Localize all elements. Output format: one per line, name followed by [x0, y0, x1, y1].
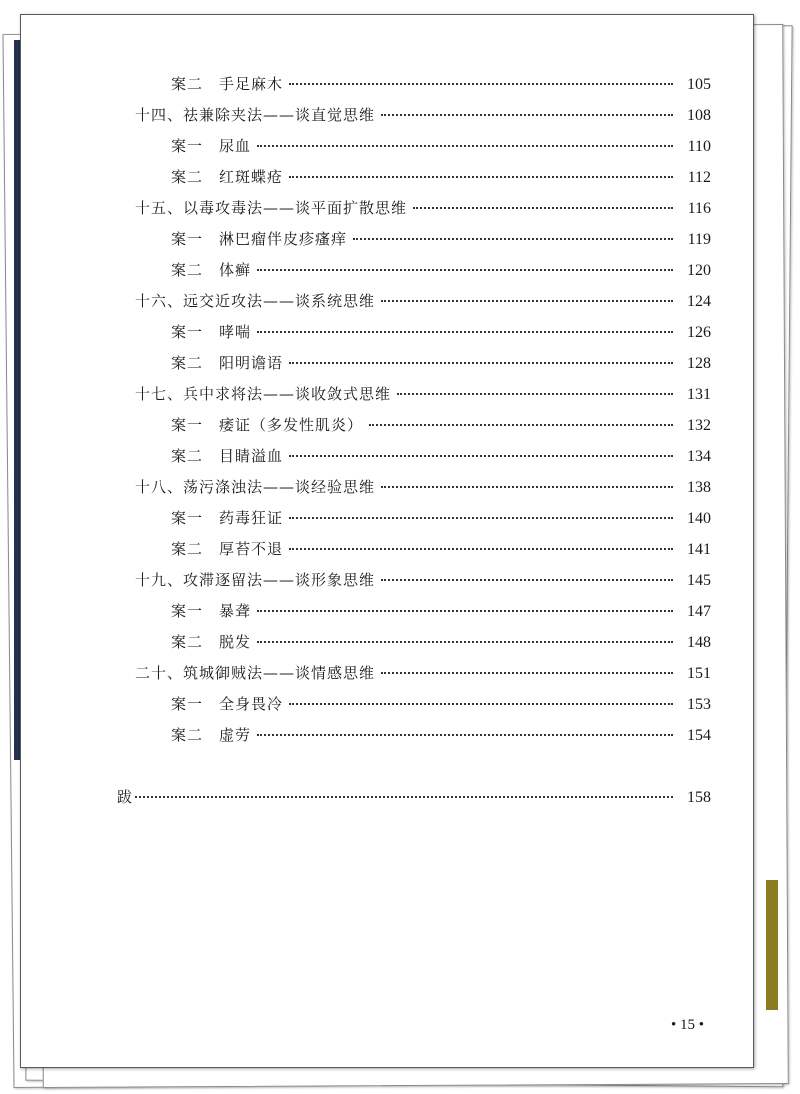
toc-leader-dots: [135, 796, 673, 798]
toc-entry-title: 案二 目睛溢血: [171, 447, 284, 465]
page-number: • 15 •: [671, 1017, 705, 1033]
toc-entry-title: 二十、筑城御贼法——谈情感思维: [135, 664, 376, 682]
toc-entry-title: 案二 阳明谵语: [171, 354, 284, 372]
toc-entry-title: 案二 红斑蝶疮: [171, 168, 284, 186]
toc-entry-page: 151: [687, 665, 711, 682]
toc-entry[interactable]: [171, 352, 711, 376]
toc-entry-title: 案一 全身畏冷: [171, 695, 284, 713]
toc-entry[interactable]: [171, 414, 711, 438]
toc-entry[interactable]: [135, 197, 711, 221]
toc-entry[interactable]: [135, 104, 711, 128]
toc-entry-page: 112: [687, 169, 711, 186]
toc-entry[interactable]: [171, 600, 711, 624]
toc-entry[interactable]: [135, 476, 711, 500]
toc-leader-dots: [289, 703, 673, 705]
toc-entry-page: 105: [687, 76, 711, 93]
toc-entry-page: 148: [687, 634, 711, 651]
toc-entry-page: 116: [687, 200, 711, 217]
toc-entry-page: 120: [687, 262, 711, 279]
toc-leader-dots: [257, 331, 673, 333]
toc-entry-page: 153: [687, 696, 711, 713]
toc-entry-title: 十四、祛兼除夹法——谈直觉思维: [135, 106, 376, 124]
toc-entry-title: 案二 手足麻木: [171, 75, 284, 93]
toc-entry-title: 十八、荡污涤浊法——谈经验思维: [135, 478, 376, 496]
toc-leader-dots: [381, 114, 673, 116]
toc-entry-title: 案二 虚劳: [171, 726, 252, 744]
toc-entry-page: 154: [687, 727, 711, 744]
toc-page: [20, 14, 754, 1068]
toc-entry-title: 案一 药毒狂证: [171, 509, 284, 527]
toc-entry-page: 126: [687, 324, 711, 341]
toc-entry[interactable]: [135, 569, 711, 593]
toc-entry-title: 案二 厚苔不退: [171, 540, 284, 558]
toc-leader-dots: [289, 548, 673, 550]
toc-entry-page: 145: [687, 572, 711, 589]
toc-entry[interactable]: [171, 507, 711, 531]
toc-entry-page: 128: [687, 355, 711, 372]
toc-entry-page: 134: [687, 448, 711, 465]
toc-leader-dots: [257, 610, 673, 612]
toc-leader-dots: [257, 269, 673, 271]
toc-entry[interactable]: [171, 724, 711, 748]
toc-leader-dots: [257, 145, 673, 147]
toc-entry-title: 案二 脱发: [171, 633, 252, 651]
toc-entry-page: 131: [687, 386, 711, 403]
toc-entry-page: 141: [687, 541, 711, 558]
toc-entry[interactable]: [171, 538, 711, 562]
toc-leader-dots: [257, 641, 673, 643]
toc-entry-title: 案二 体癣: [171, 261, 252, 279]
book-cover-edge-right: [766, 880, 778, 1010]
toc-entry-page: 158: [687, 789, 711, 806]
toc-entry-page: 108: [687, 107, 711, 124]
toc-entry[interactable]: [171, 445, 711, 469]
toc-leader-dots: [353, 238, 673, 240]
toc-leader-dots: [381, 486, 673, 488]
toc-entry-title: 跋: [117, 788, 134, 806]
toc-entry-title: 十九、攻滞逐留法——谈形象思维: [135, 571, 376, 589]
toc-entry-title: 十七、兵中求将法——谈收敛式思维: [135, 385, 392, 403]
toc-leader-dots: [397, 393, 673, 395]
toc-entry-title: 案一 痿证（多发性肌炎）: [171, 416, 364, 434]
toc-entry[interactable]: [135, 383, 711, 407]
toc-entry-title: 案一 淋巴瘤伴皮疹瘙痒: [171, 230, 348, 248]
toc-entry-title: 案一 哮喘: [171, 323, 252, 341]
toc-entry-page: 140: [687, 510, 711, 527]
toc-entry[interactable]: [171, 321, 711, 345]
toc-entry-title: 十五、以毒攻毒法——谈平面扩散思维: [135, 199, 408, 217]
toc-entry[interactable]: [171, 693, 711, 717]
toc-entry[interactable]: [171, 166, 711, 190]
toc-leader-dots: [289, 83, 673, 85]
toc-entry-page: 138: [687, 479, 711, 496]
toc-entry-page: 132: [687, 417, 711, 434]
toc-leader-dots: [289, 455, 673, 457]
toc-entry[interactable]: [135, 290, 711, 314]
toc-leader-dots: [257, 734, 673, 736]
toc-leader-dots: [289, 362, 673, 364]
toc-entry[interactable]: [135, 662, 711, 686]
toc-entry[interactable]: [171, 259, 711, 283]
toc-leader-dots: [381, 672, 673, 674]
toc-entry[interactable]: [171, 631, 711, 655]
toc-leader-dots: [381, 300, 673, 302]
toc-leader-dots: [289, 176, 673, 178]
toc-entry-page: 124: [687, 293, 711, 310]
toc-entry-postscript[interactable]: [117, 786, 711, 810]
toc-entry-page: 147: [687, 603, 711, 620]
toc-entry[interactable]: [171, 135, 711, 159]
toc-entry-page: 110: [687, 138, 711, 155]
toc-entry-page: 119: [687, 231, 711, 248]
toc-entry[interactable]: [171, 228, 711, 252]
toc-leader-dots: [369, 424, 673, 426]
toc-leader-dots: [289, 517, 673, 519]
toc-leader-dots: [381, 579, 673, 581]
toc-entry-title: 案一 尿血: [171, 137, 252, 155]
toc-leader-dots: [413, 207, 673, 209]
toc-entry[interactable]: [171, 73, 711, 97]
toc-entry-title: 案一 暴聋: [171, 602, 252, 620]
toc-entry-title: 十六、远交近攻法——谈系统思维: [135, 292, 376, 310]
